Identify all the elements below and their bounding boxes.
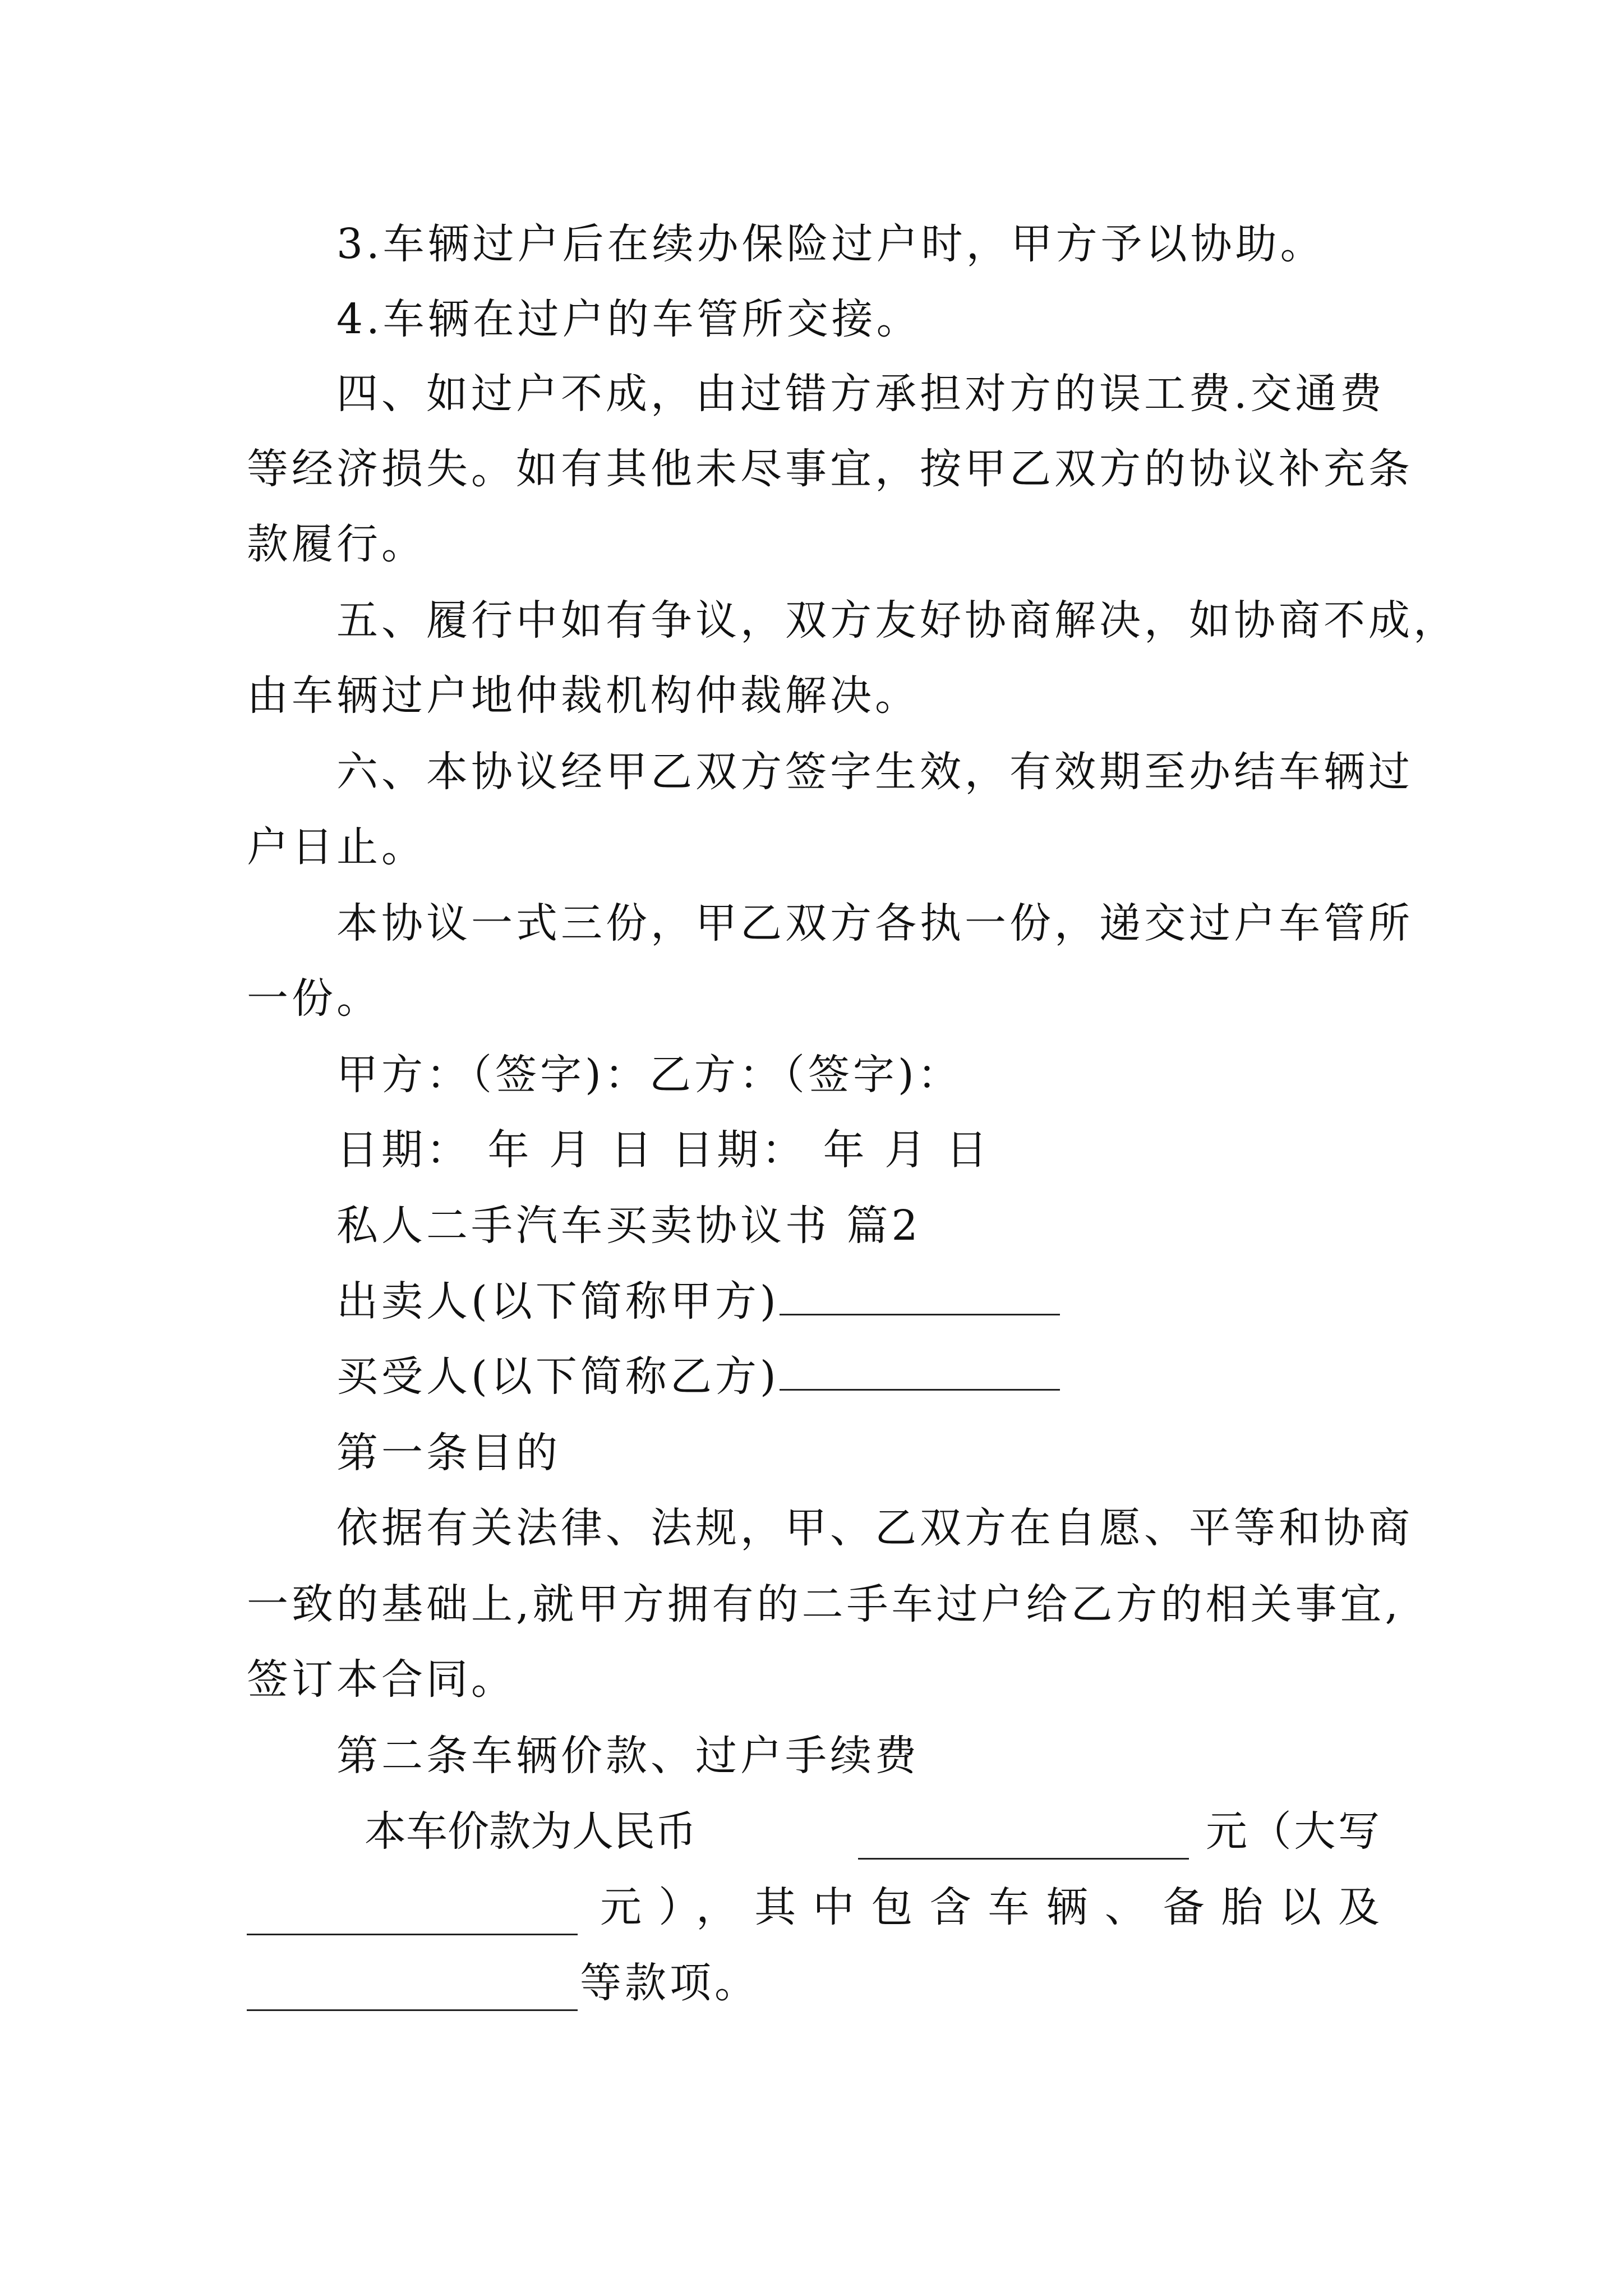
price-blank [858, 1818, 1189, 1860]
paragraph-line: 4.车辆在过户的车管所交接。 [336, 295, 921, 343]
items-line [247, 1955, 759, 2011]
buyer-line [336, 1349, 1060, 1405]
price-line [365, 1803, 1380, 1860]
signature-line: 甲方：（签字)：乙方：（签字)： [336, 1051, 962, 1099]
capital-blank [247, 1893, 578, 1935]
paragraph-line: 五、履行中如有争议，双方友好协商解决，如协商不成， [336, 596, 1458, 645]
capital-text: 元），其中包含车辆、备胎以及 [600, 1883, 1380, 1931]
price-capital-label: 元（大写 [1206, 1807, 1380, 1856]
paragraph-line: 四、如过户不成，由过错方承担对方的误工费.交通费 [336, 370, 1385, 418]
items-text: 等款项。 [580, 1959, 759, 2007]
paragraph-line: 户日止。 [247, 823, 426, 871]
paragraph-line: 3.车辆过户后在续办保险过户时，甲方予以协助。 [336, 220, 1325, 268]
seller-label: 出卖人(以下简称甲方) [336, 1277, 780, 1326]
paragraph-line: 等经济损失。如有其他未尽事宜，按甲乙双方的协议补充条 [247, 445, 1413, 493]
article-heading: 第二条车辆价款、过户手续费 [336, 1732, 920, 1780]
paragraph-line: 一份。 [247, 974, 381, 1023]
section-title: 私人二手汽车买卖协议书 篇2 [336, 1202, 921, 1250]
paragraph-line: 签订本合同。 [247, 1655, 516, 1704]
date-line: 日期： 年 月 日 日期： 年 月 日 [336, 1126, 991, 1174]
price-label: 本车价款为人民币 [365, 1807, 697, 1856]
article-heading: 第一条目的 [336, 1429, 561, 1477]
paragraph-line: 六、本协议经甲乙双方签字生效，有效期至办结车辆过 [336, 748, 1413, 796]
capital-line [247, 1879, 1380, 1935]
paragraph-line: 款履行。 [247, 520, 426, 568]
paragraph-line: 依据有关法律、法规，甲、乙双方在自愿、平等和协商 [336, 1504, 1413, 1552]
paragraph-line: 由车辆过户地仲裁机构仲裁解决。 [247, 671, 920, 720]
seller-blank [780, 1273, 1060, 1315]
paragraph-line: 本协议一式三份，甲乙双方各执一份，递交过户车管所 [336, 899, 1413, 947]
items-blank [247, 1969, 578, 2011]
buyer-label: 买受人(以下简称乙方) [336, 1352, 780, 1401]
buyer-blank [780, 1349, 1060, 1391]
paragraph-line: 一致的基础上,就甲方拥有的二手车过户给乙方的相关事宜, [247, 1580, 1402, 1628]
seller-line [336, 1273, 1060, 1329]
